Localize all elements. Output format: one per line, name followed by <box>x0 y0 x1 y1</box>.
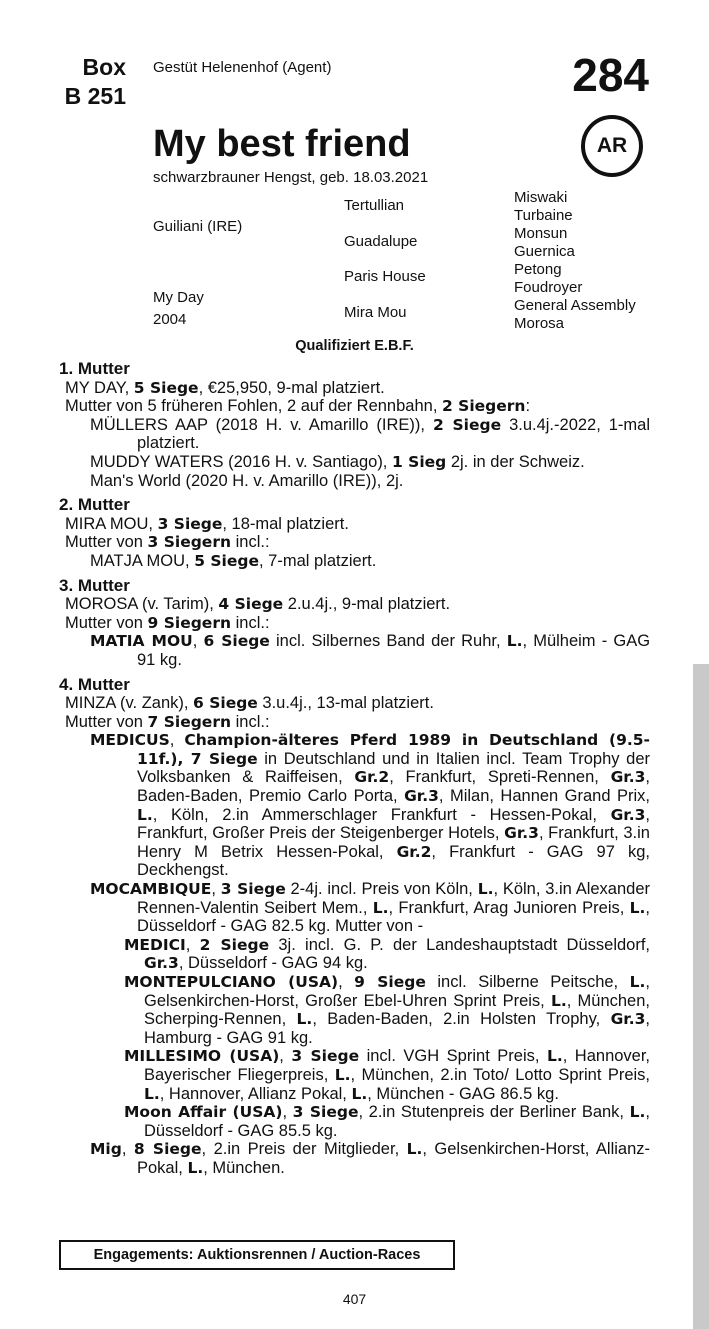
pedigree-ggp: General Assembly <box>514 297 636 314</box>
pedigree-dam-sire: Paris House <box>344 268 426 285</box>
produce-entry: Mig, 8 Siege, 2.in Preis der Mitglieder, L., Gelsenkirchen-Horst, Allianz-Pokal, L., München. <box>90 1140 651 1177</box>
pedigree-ggp: Miswaki <box>514 189 568 206</box>
pedigree-ggp: Petong <box>514 261 562 278</box>
page-number: 407 <box>342 1291 367 1307</box>
produce-summary: Mutter von 9 Siegern incl.: <box>65 613 270 632</box>
dam-line: MOROSA (v. Tarim), 4 Siege 2.u.4j., 9-mal platziert. <box>65 595 451 614</box>
produce-entry: MEDICUS, Champion-älteres Pferd 1989 in Deutschland (9.5-11f.), 7 Siege in Deutschland und in Italien incl. Team Trophy der Volksbanken & Raiffeisen, Gr.2, Frankfurt, Spreti-Rennen, Gr.3, Baden-Baden, Premio Carlo Porta, Gr.3, Milan, Hannen Grand Prix, L., Köln, 2.in Ammerschlager Frankfurt - Hessen-Pokal, Gr.3, Frankfurt, Großer Preis der Steigenberger Hotels, Gr.3, Frankfurt, 3.in Henry M Betrix Hessen-Pokal, Gr.2, Frankfurt - GAG 97 kg, Deckhengst. <box>90 731 650 880</box>
pedigree-dam: My Day <box>153 289 204 306</box>
box-line2: B 251 <box>64 83 126 109</box>
catalogue-body <box>59 360 650 1178</box>
lot-number: 284 <box>572 49 649 101</box>
section-heading-1: 1. Mutter <box>59 359 130 378</box>
section-heading-3: 3. Mutter <box>59 575 130 595</box>
produce-entry: Moon Affair (USA), 3 Siege, 2.in Stutenpreis der Berliner Bank, L., Düsseldorf - GAG 85.5 kg. <box>124 1103 650 1140</box>
scrollbar[interactable] <box>693 664 709 1329</box>
horse-description: schwarzbrauner Hengst, geb. 18.03.2021 <box>153 169 429 186</box>
ar-badge: AR <box>581 115 643 177</box>
produce-entry: MATJA MOU, 5 Siege, 7-mal platziert. <box>90 551 377 570</box>
pedigree-ggp: Monsun <box>514 225 568 242</box>
section-heading-4: 4. Mutter <box>59 674 130 694</box>
produce-summary: Mutter von 7 Siegern incl.: <box>65 712 270 731</box>
engagements-box: Engagements: Auktionsrennen / Auction-Races <box>59 1240 455 1270</box>
produce-entry: Man's World (2020 H. v. Amarillo (IRE)), 2j. <box>90 471 404 490</box>
produce-entry: MATIA MOU, 6 Siege incl. Silbernes Band der Ruhr, L., Mülheim - GAG 91 kg. <box>90 632 651 669</box>
pedigree-sire: Guiliani (IRE) <box>153 218 243 235</box>
produce-entry: MOCAMBIQUE, 3 Siege 2-4j. incl. Preis von Köln, L., Köln, 3.in Alexander Rennen-Valentin Seibert Mem., L., Frankfurt, Arag Junioren Preis, L., Düsseldorf - GAG 82.5 kg. Mutter von - <box>90 880 651 936</box>
pedigree-dam-year: 2004 <box>153 311 187 328</box>
pedigree-ggp: Guernica <box>514 243 575 260</box>
produce-entry: MONTEPULCIANO (USA), 9 Siege incl. Silberne Peitsche, L., Gelsenkirchen-Horst, Großer Ebel-Uhren Sprint Preis, L., München, Scherping-Rennen, L., Baden-Baden, 2.in Holsten Trophy, Gr.3, Hamburg - GAG 91 kg. <box>124 973 651 1047</box>
pedigree-ggp: Foudroyer <box>514 279 583 296</box>
dam-line: MIRA MOU, 3 Siege, 18-mal platziert. <box>65 514 349 533</box>
pedigree-sire-dam: Guadalupe <box>344 233 418 250</box>
agent-name: Gestüt Helenenhof (Agent) <box>153 59 332 76</box>
produce-entry: MÜLLERS AAP (2018 H. v. Amarillo (IRE)), 2 Siege 3.u.4j.-2022, 1-mal platziert. <box>90 415 651 453</box>
pedigree-ggp: Turbaine <box>514 207 573 224</box>
dam-line: MINZA (v. Zank), 6 Siege 3.u.4j., 13-mal platziert. <box>65 694 434 713</box>
pedigree-ggp: Morosa <box>514 315 565 332</box>
pedigree-ggp-list <box>514 189 636 333</box>
pedigree-dam-dam: Mira Mou <box>344 304 407 321</box>
produce-summary: Mutter von 3 Siegern incl.: <box>65 533 270 552</box>
qualified-note: Qualifiziert E.B.F. <box>295 338 414 354</box>
produce-entry: MEDICI, 2 Siege 3j. incl. G. P. der Landeshauptstadt Düsseldorf, Gr.3, Düsseldorf - GAG 94 kg. <box>124 935 651 973</box>
dam-line: MY DAY, 5 Siege, €25,950, 9-mal platziert. <box>65 378 385 397</box>
pedigree-sire-sire: Tertullian <box>344 197 405 214</box>
horse-name: My best friend <box>153 123 411 165</box>
section-heading-2: 2. Mutter <box>59 495 130 515</box>
produce-summary: Mutter von 5 früheren Fohlen, 2 auf der Rennbahn, 2 Siegern: <box>65 397 531 416</box>
produce-entry: MUDDY WATERS (2016 H. v. Santiago), 1 Sieg 2j. in der Schweiz. <box>90 452 585 471</box>
produce-entry: MILLESIMO (USA), 3 Siege incl. VGH Sprint Preis, L., Hannover, Bayerischer Fliegerpreis, L., München, 2.in Toto/ Lotto Sprint Preis, L., Hannover, Allianz Pokal, L., München - GAG 86.5 kg. <box>124 1047 651 1103</box>
box-label <box>60 53 126 111</box>
box-line1: Box <box>82 54 126 80</box>
